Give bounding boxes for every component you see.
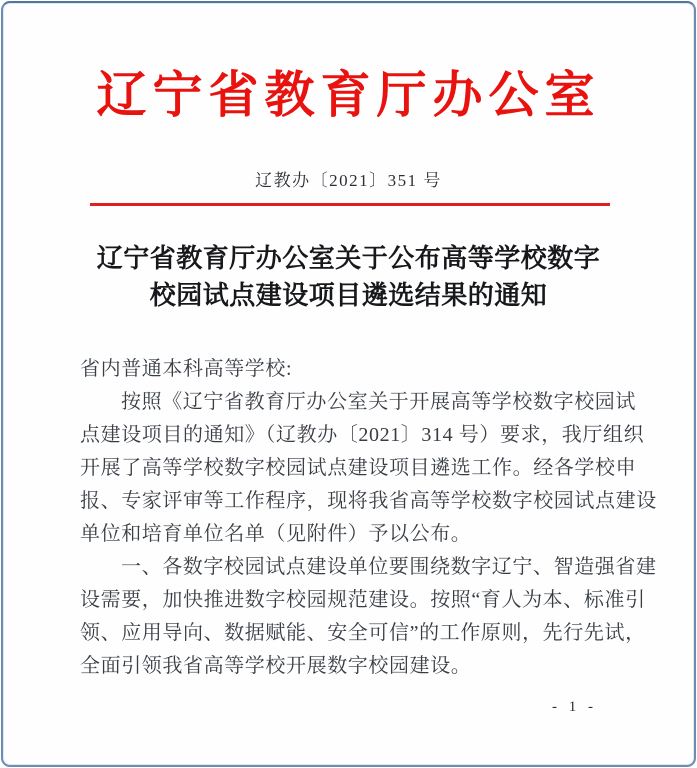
notice-title	[43, 240, 654, 314]
notice-body	[80, 353, 657, 683]
body-line: 点建设项目的通知》（辽教办〔2021〕314 号）要求，我厅组织	[80, 424, 645, 446]
body-line: 报、专家评审等工作程序，现将我省高等学校数字校园试点建设	[80, 490, 657, 512]
salutation-line: 省内普通本科高等学校:	[80, 358, 293, 380]
page-number: - 1 -	[552, 699, 597, 715]
letterhead-title: 辽宁省教育厅办公室	[96, 67, 601, 123]
red-divider-line	[90, 203, 610, 206]
body-line: 单位和培育单位名单（见附件）予以公布。	[80, 523, 472, 545]
document-page	[1, 1, 696, 767]
body-line: 设需要，加快推进数字校园规范建设。按照“育人为本、标准引	[80, 589, 646, 611]
document-number: 辽教办〔2021〕351 号	[255, 171, 442, 190]
notice-title-line-1: 辽宁省教育厅办公室关于公布高等学校数字	[96, 244, 601, 273]
body-line: 全面引领我省高等学校开展数字校园建设。	[80, 655, 472, 677]
body-line: 开展了高等学校数字校园试点建设项目遴选工作。经各学校申	[80, 457, 637, 479]
body-line: 一、各数字校园试点建设单位要围绕数字辽宁、智造强省建	[121, 556, 657, 578]
body-line: 领、应用导向、数据赋能、安全可信”的工作原则，先行先试，	[80, 622, 646, 644]
body-line: 按照《辽宁省教育厅办公室关于开展高等学校数字校园试	[121, 391, 636, 413]
notice-title-line-2: 校园试点建设项目遴选结果的通知	[149, 281, 548, 310]
